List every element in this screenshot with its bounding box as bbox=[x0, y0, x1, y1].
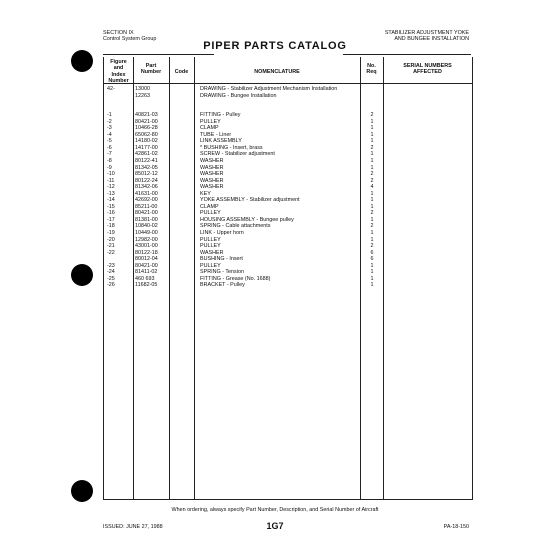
nomenclature-cell: SPRING - Cable attachments bbox=[200, 223, 271, 230]
nomenclature-cell: LINK ASSEMBLY bbox=[200, 138, 242, 145]
binder-hole bbox=[71, 50, 93, 72]
index-number-cell: -18 bbox=[107, 223, 115, 230]
quantity-cell: 1 bbox=[370, 125, 374, 132]
figure-title-line2: AND BUNGEE INSTALLATION bbox=[394, 36, 469, 43]
table-row bbox=[104, 256, 472, 262]
parts-table bbox=[103, 57, 473, 500]
part-number-cell: 12263 bbox=[135, 92, 150, 99]
part-number-cell: 81342-06 bbox=[135, 184, 158, 191]
index-number-cell: -14 bbox=[107, 197, 115, 204]
catalog-title-text: PIPER PARTS CATALOG bbox=[197, 40, 353, 52]
section-label: SECTION IX bbox=[103, 30, 134, 36]
table-row bbox=[104, 184, 472, 190]
part-number-cell: 42861-02 bbox=[135, 151, 158, 158]
nomenclature-cell: WASHER bbox=[200, 184, 224, 191]
table-row bbox=[104, 217, 472, 223]
nomenclature-cell: SPRING - Tension bbox=[200, 269, 244, 276]
part-number-cell: 460 693 bbox=[135, 275, 155, 282]
col-header-figure-line4: Number bbox=[108, 78, 129, 85]
index-number-cell: -15 bbox=[107, 203, 115, 210]
index-number-cell: -24 bbox=[107, 269, 115, 276]
nomenclature-cell: DRAWING - Stabilizer Adjustment Mechanism Installation bbox=[200, 86, 338, 92]
nomenclature-cell: WASHER bbox=[200, 249, 224, 256]
nomenclature-cell: BRACKET - Pulley bbox=[200, 282, 245, 289]
part-number-cell: 10449-00 bbox=[135, 230, 158, 236]
nomenclature-cell: YOKE ASSEMBLY - Stabilizer adjustment bbox=[200, 197, 300, 204]
quantity-cell: 2 bbox=[370, 243, 374, 250]
quantity-cell: 1 bbox=[370, 190, 374, 197]
col-header-figure-line3: Index bbox=[111, 71, 126, 78]
table-row bbox=[104, 112, 472, 118]
index-number-cell: -20 bbox=[107, 236, 115, 243]
quantity-cell: 1 bbox=[370, 197, 374, 204]
table-row bbox=[104, 171, 472, 177]
table-row bbox=[104, 237, 472, 243]
col-header-nomenclature: NOMENCLATURE bbox=[254, 69, 300, 75]
quantity-cell: 1 bbox=[370, 282, 374, 289]
table-row bbox=[104, 243, 472, 249]
quantity-cell: 1 bbox=[370, 275, 374, 282]
col-header-figure-line2: and bbox=[113, 65, 124, 72]
nomenclature-cell: PULLEY bbox=[200, 210, 221, 217]
index-number-cell: -16 bbox=[107, 210, 115, 217]
part-number-cell: 40821-03 bbox=[135, 112, 158, 119]
table-row bbox=[104, 276, 472, 282]
nomenclature-cell: KEY bbox=[200, 190, 211, 197]
issued-date: ISSUED: JUNE 27, 1988 bbox=[103, 524, 163, 530]
table-row bbox=[104, 151, 472, 157]
part-number-cell: 80421-00 bbox=[135, 210, 158, 217]
quantity-cell: 1 bbox=[370, 236, 374, 243]
index-number-cell: -17 bbox=[107, 216, 115, 223]
part-number-cell: 80122-24 bbox=[135, 177, 158, 184]
quantity-cell: 1 bbox=[370, 157, 374, 164]
nomenclature-cell: LINK - Upper horn bbox=[200, 230, 244, 236]
quantity-cell: 1 bbox=[370, 131, 374, 138]
table-row bbox=[104, 197, 472, 203]
col-header-code: Code bbox=[174, 69, 189, 75]
part-number-cell: 80012-04 bbox=[135, 256, 158, 263]
quantity-cell: 1 bbox=[370, 151, 374, 158]
index-number-cell: -26 bbox=[107, 282, 115, 289]
quantity-cell: 1 bbox=[370, 269, 374, 276]
col-header-serial-line1: SERIAL NUMBERS bbox=[403, 63, 452, 69]
nomenclature-cell: PULLEY bbox=[200, 118, 221, 125]
part-number-cell: 10466-28 bbox=[135, 125, 158, 132]
quantity-cell: 1 bbox=[370, 216, 374, 223]
table-row bbox=[104, 269, 472, 275]
part-number-cell: 81342-05 bbox=[135, 164, 158, 171]
table-row bbox=[104, 93, 472, 99]
part-number-cell: 13000 bbox=[135, 86, 150, 92]
quantity-cell: 2 bbox=[370, 210, 374, 217]
index-number-cell: -11 bbox=[107, 177, 115, 184]
quantity-cell: 1 bbox=[370, 118, 374, 125]
nomenclature-cell: PULLEY bbox=[200, 262, 221, 269]
table-row bbox=[104, 210, 472, 216]
part-number-cell: 12982-00 bbox=[135, 236, 158, 243]
part-number-cell: 14180-02 bbox=[135, 138, 158, 145]
binder-hole bbox=[71, 480, 93, 502]
table-row bbox=[104, 204, 472, 210]
table-row bbox=[104, 223, 472, 229]
col-header-qty-line2: Req bbox=[366, 69, 377, 76]
index-number-cell: -8 bbox=[107, 157, 112, 164]
nomenclature-cell: PULLEY bbox=[200, 243, 221, 250]
part-number-cell: 43001-00 bbox=[135, 243, 158, 250]
col-header-figure bbox=[104, 59, 133, 85]
part-number-cell: 85211-00 bbox=[135, 203, 158, 210]
col-header-qty-line1: No. bbox=[367, 63, 376, 69]
table-row bbox=[104, 158, 472, 164]
table-row bbox=[104, 263, 472, 269]
part-number-cell: 80122-18 bbox=[135, 249, 158, 256]
col-header-qty bbox=[360, 63, 383, 76]
part-number-cell: 81411-02 bbox=[135, 269, 158, 276]
nomenclature-cell: SCREW - Stabilizer adjustment bbox=[200, 151, 275, 158]
table-row bbox=[104, 178, 472, 184]
ordering-note: When ordering, always specify Part Number, Description, and Serial Number of Aircraft bbox=[171, 507, 379, 513]
index-number-cell: -5 bbox=[107, 138, 112, 145]
quantity-cell: 1 bbox=[370, 230, 374, 236]
nomenclature-cell: * BUSHING - Insert, brass bbox=[200, 144, 263, 151]
part-number-cell: 80122-41 bbox=[135, 157, 158, 164]
nomenclature-cell: CLAMP bbox=[200, 203, 219, 210]
quantity-cell: 1 bbox=[370, 203, 374, 210]
part-number-cell: 10840-02 bbox=[135, 223, 158, 230]
table-row bbox=[104, 119, 472, 125]
nomenclature-cell: WASHER bbox=[200, 157, 224, 164]
quantity-cell: 6 bbox=[370, 249, 374, 256]
part-number-cell: 11682-05 bbox=[135, 282, 158, 289]
nomenclature-cell: BUSHING - Insert bbox=[200, 256, 243, 263]
index-number-cell: -9 bbox=[107, 164, 112, 171]
index-number-cell: -23 bbox=[107, 262, 115, 269]
part-number-cell: 80421-00 bbox=[135, 118, 158, 125]
part-number-cell: 81381-00 bbox=[135, 216, 158, 223]
index-number-cell: -22 bbox=[107, 249, 115, 256]
quantity-cell: 2 bbox=[370, 171, 374, 178]
index-number-cell: -13 bbox=[107, 190, 115, 197]
index-number-cell: -25 bbox=[107, 275, 115, 282]
nomenclature-cell: CLAMP bbox=[200, 125, 219, 132]
table-row bbox=[104, 132, 472, 138]
figure-title-line1: STABILIZER ADJUSTMENT YOKE bbox=[384, 30, 469, 36]
quantity-cell: 2 bbox=[370, 144, 374, 151]
index-number-cell: -6 bbox=[107, 144, 112, 151]
table-row bbox=[104, 138, 472, 144]
nomenclature-cell: DRAWING - Bungee Installation bbox=[200, 92, 277, 99]
table-row bbox=[104, 191, 472, 197]
col-header-figure-line1: Figure bbox=[110, 59, 127, 65]
nomenclature-cell: WASHER bbox=[200, 177, 224, 184]
group-label: Control System Group bbox=[103, 36, 157, 43]
title-rule-left bbox=[103, 54, 214, 55]
table-row bbox=[104, 165, 472, 171]
catalog-title bbox=[0, 40, 550, 52]
col-header-part bbox=[133, 63, 169, 76]
header-divider bbox=[104, 83, 472, 84]
index-number-cell: -1 bbox=[107, 112, 112, 119]
table-row bbox=[104, 230, 472, 236]
quantity-cell: 1 bbox=[370, 262, 374, 269]
index-number-cell: -10 bbox=[107, 171, 115, 178]
col-header-serial-line2: AFFECTED bbox=[413, 69, 442, 76]
quantity-cell: 4 bbox=[370, 184, 374, 191]
quantity-cell: 1 bbox=[370, 138, 374, 145]
quantity-cell: 1 bbox=[370, 164, 374, 171]
nomenclature-cell: TUBE - Liner bbox=[200, 131, 232, 138]
col-header-part-line2: Number bbox=[140, 69, 162, 76]
quantity-cell: 2 bbox=[370, 177, 374, 184]
page-number: 1G7 bbox=[266, 521, 284, 531]
nomenclature-cell: PULLEY bbox=[200, 236, 221, 243]
title-rule-right bbox=[343, 54, 471, 55]
nomenclature-cell: WASHER bbox=[200, 164, 224, 171]
index-number-cell: -4 bbox=[107, 131, 112, 138]
nomenclature-cell: FITTING - Grease (No. 1688) bbox=[200, 275, 271, 282]
quantity-cell: 6 bbox=[370, 256, 374, 263]
quantity-cell: 2 bbox=[370, 223, 374, 230]
index-number-cell: -19 bbox=[107, 230, 115, 236]
quantity-cell: 2 bbox=[370, 112, 374, 119]
part-number-cell: 80421-00 bbox=[135, 262, 158, 269]
nomenclature-cell: FITTING - Pulley bbox=[200, 112, 241, 119]
index-number-cell: -12 bbox=[107, 184, 115, 191]
part-number-cell: 42692-00 bbox=[135, 197, 158, 204]
part-number-cell: 41631-00 bbox=[135, 190, 158, 197]
index-number-cell: 42- bbox=[107, 86, 115, 92]
binder-hole bbox=[71, 264, 93, 286]
table-row bbox=[104, 125, 472, 131]
table-row bbox=[104, 250, 472, 256]
part-number-cell: 14177-00 bbox=[135, 144, 158, 151]
aircraft-model: PA-18-150 bbox=[443, 524, 469, 530]
index-number-cell: -3 bbox=[107, 125, 112, 132]
index-number-cell: -7 bbox=[107, 151, 112, 158]
table-row bbox=[104, 282, 472, 288]
nomenclature-cell: WASHER bbox=[200, 171, 224, 178]
part-number-cell: 85012-12 bbox=[135, 171, 158, 178]
nomenclature-cell: HOUSING ASSEMBLY - Bungee pulley bbox=[200, 216, 294, 223]
index-number-cell: -21 bbox=[107, 243, 115, 250]
col-header-serial bbox=[383, 63, 472, 76]
index-number-cell: -2 bbox=[107, 118, 112, 125]
table-row bbox=[104, 145, 472, 151]
table-row bbox=[104, 86, 472, 92]
part-number-cell: 65062-80 bbox=[135, 131, 158, 138]
col-header-part-line1: Part bbox=[145, 63, 157, 69]
